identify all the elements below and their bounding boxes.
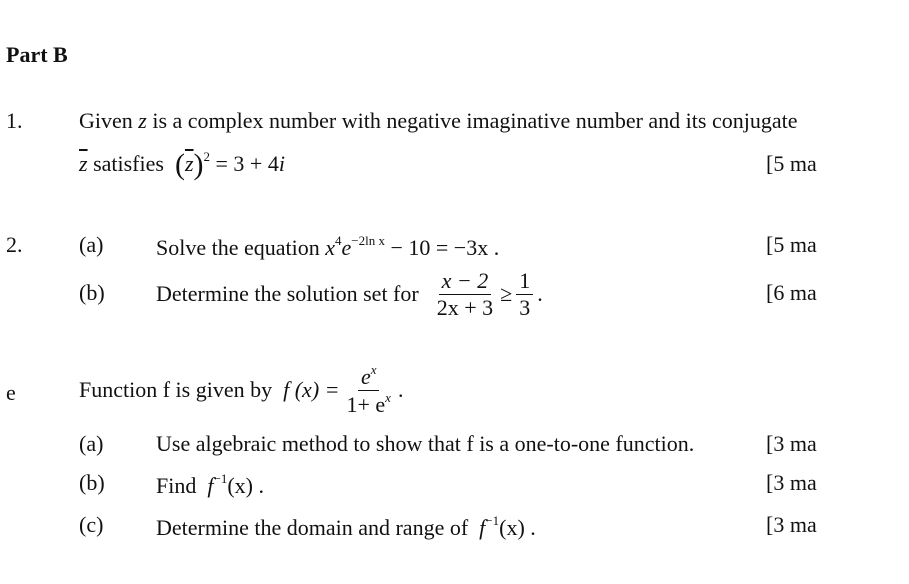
fraction <box>343 363 393 417</box>
denominator: 2x + 3 <box>436 294 494 320</box>
marks: [5 ma <box>766 232 817 257</box>
equation-rhs: = 3 + 4 <box>215 151 279 176</box>
question-text-2: $\overline{z}$ satisfies $(\overline{z})^2 = 3 + 4i$ <box>79 148 285 181</box>
marks: [6 ma <box>766 280 817 305</box>
marks-text: [5 ma <box>766 151 817 176</box>
question-text: Use algebraic method to show that f is a one-to-one function. <box>156 431 695 456</box>
denominator: 1+ e <box>346 391 386 417</box>
text: satisfies <box>93 151 164 176</box>
marks: [3 ma <box>766 431 817 456</box>
math: x <box>325 235 336 260</box>
exponent: x <box>385 389 391 405</box>
numerator: x − 2 <box>439 268 492 294</box>
part-title: Part B <box>6 42 68 67</box>
conjugate-z: $\overline{z}$ <box>79 151 88 176</box>
fraction <box>434 268 496 320</box>
math: (x) . <box>227 473 264 498</box>
exponent: x <box>370 362 377 378</box>
part-label: (a) <box>79 232 104 257</box>
question-text <box>156 270 543 318</box>
marks <box>766 153 817 175</box>
part-label: (b) <box>79 470 105 495</box>
part-label: (c) <box>79 512 104 537</box>
text: Given <box>79 108 133 133</box>
math: − 10 = −3x . <box>390 235 500 260</box>
operator: ≥ <box>500 281 513 306</box>
part-label: (a) <box>79 431 104 456</box>
exponent: 4 <box>335 233 342 248</box>
numerator: 1 <box>516 268 533 294</box>
question-text <box>156 472 264 497</box>
question-text <box>79 362 403 418</box>
conjugate-z: $\overline{z}$ <box>184 151 194 176</box>
math: f <box>479 515 486 540</box>
exponent: −2ln x <box>351 233 385 248</box>
question-text <box>79 110 797 132</box>
math: (x) . <box>499 515 536 540</box>
marks: [3 ma <box>766 470 817 495</box>
question-number: e <box>6 380 16 405</box>
question-number: 1. <box>6 108 23 133</box>
imaginary-unit: i <box>278 151 285 176</box>
text: Solve the equation <box>156 235 320 260</box>
text: is a complex number with negative imaginative number and its conjugate <box>152 108 798 133</box>
text: . <box>397 377 404 402</box>
exponent: −1 <box>485 513 500 528</box>
question-number: 2. <box>6 232 23 257</box>
math: f <box>207 473 214 498</box>
part-label: (b) <box>79 280 105 305</box>
question-text <box>156 514 536 539</box>
numerator: e <box>360 364 371 390</box>
text: Determine the domain and range of <box>156 515 469 540</box>
denominator: 3 <box>519 294 531 320</box>
text: Function f is given by <box>79 377 273 402</box>
marks: [3 ma <box>766 512 817 537</box>
math: f (x) = <box>283 377 340 402</box>
text: . <box>537 281 543 306</box>
exponent: 2 <box>203 149 211 164</box>
question-text <box>156 234 499 259</box>
fraction <box>516 268 533 320</box>
variable: z <box>138 108 147 133</box>
text: Find <box>156 473 197 498</box>
text: Determine the solution set for <box>156 281 419 306</box>
exponent: −1 <box>213 471 228 486</box>
math: e <box>341 235 352 260</box>
